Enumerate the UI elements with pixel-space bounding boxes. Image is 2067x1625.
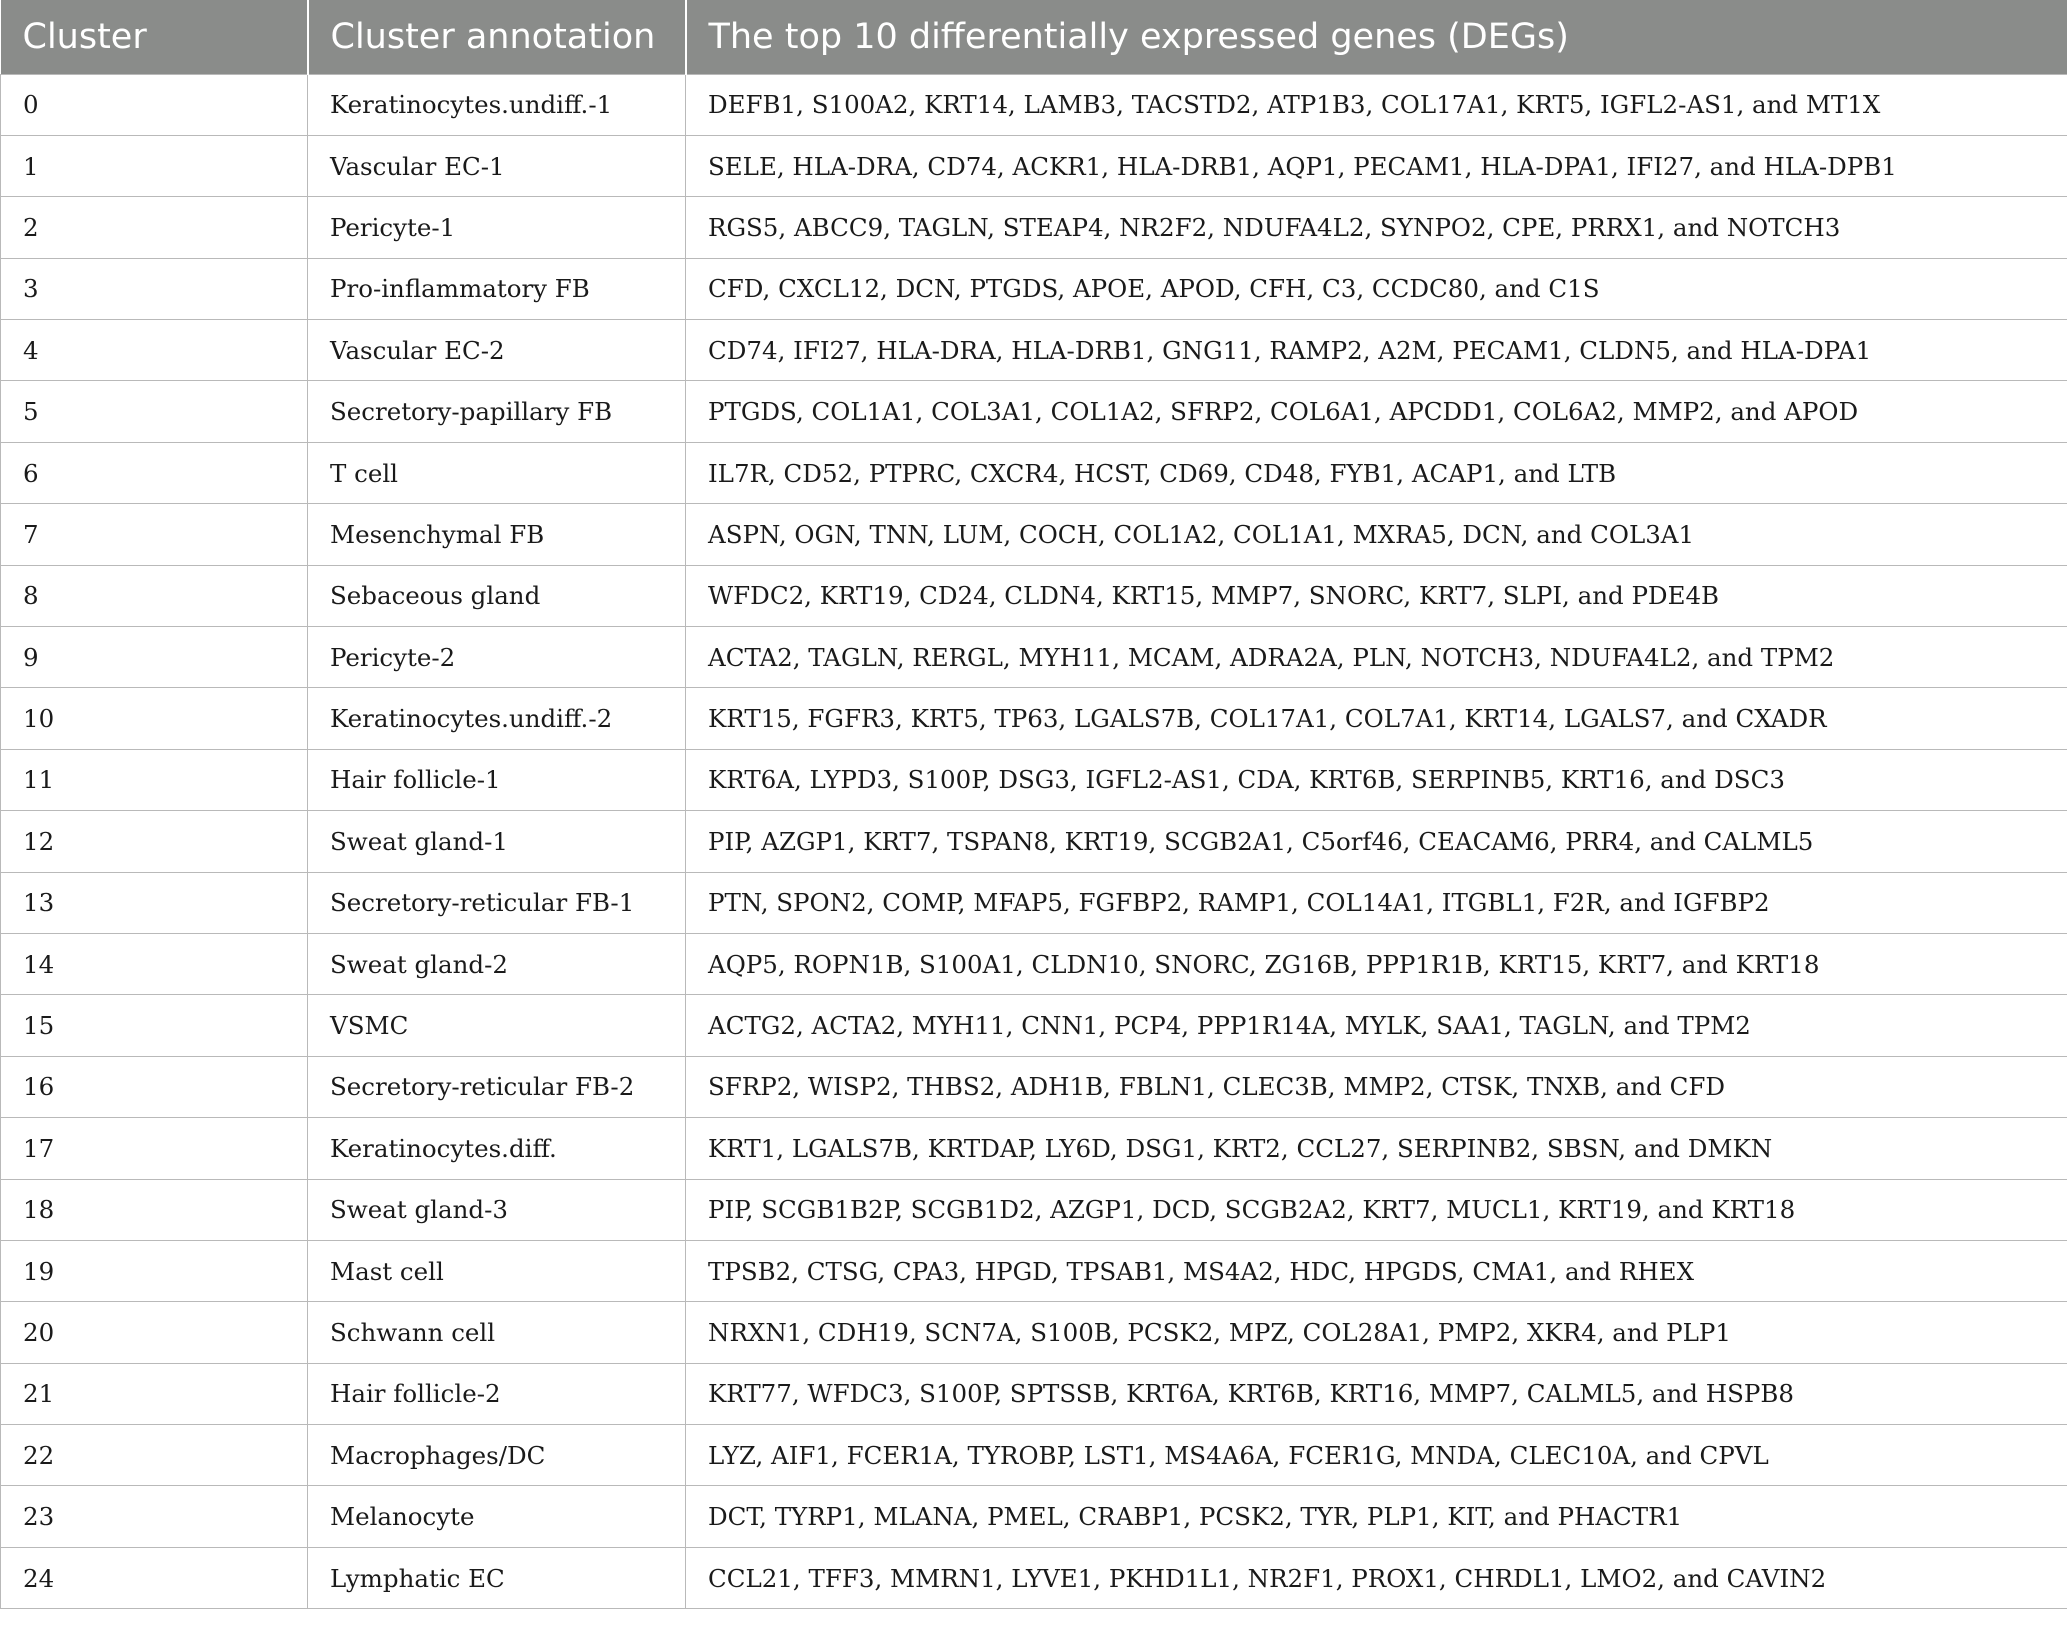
table-row (1, 1547, 2067, 1608)
header-cluster-annotation: Cluster annotation (308, 0, 686, 74)
table-row (1, 1486, 2067, 1547)
cell-annotation: Sweat gland-2 (308, 933, 686, 994)
cell-cluster: 5 (1, 381, 308, 442)
cell-annotation: Macrophages/DC (308, 1425, 686, 1486)
cell-genes: DCT, TYRP1, MLANA, PMEL, CRABP1, PCSK2, TYR, PLP1, KIT, and PHACTR1 (686, 1486, 2067, 1547)
cell-annotation: Keratinocytes.diff. (308, 1118, 686, 1179)
cell-cluster: 23 (1, 1486, 308, 1547)
cell-cluster: 20 (1, 1302, 308, 1363)
table-row (1, 381, 2067, 442)
cell-cluster: 15 (1, 995, 308, 1056)
cell-cluster: 8 (1, 565, 308, 626)
cell-cluster: 4 (1, 320, 308, 381)
table-row (1, 565, 2067, 626)
cell-cluster: 24 (1, 1547, 308, 1608)
table-row (1, 688, 2067, 749)
cell-genes: PTGDS, COL1A1, COL3A1, COL1A2, SFRP2, COL6A1, APCDD1, COL6A2, MMP2, and APOD (686, 381, 2067, 442)
cell-cluster: 10 (1, 688, 308, 749)
header-cluster: Cluster (1, 0, 308, 74)
cell-genes: ACTG2, ACTA2, MYH11, CNN1, PCP4, PPP1R14A, MYLK, SAA1, TAGLN, and TPM2 (686, 995, 2067, 1056)
table-row (1, 1302, 2067, 1363)
cell-annotation: Sebaceous gland (308, 565, 686, 626)
cell-genes: AQP5, ROPN1B, S100A1, CLDN10, SNORC, ZG16B, PPP1R1B, KRT15, KRT7, and KRT18 (686, 933, 2067, 994)
table-row (1, 504, 2067, 565)
cell-genes: KRT15, FGFR3, KRT5, TP63, LGALS7B, COL17A1, COL7A1, KRT14, LGALS7, and CXADR (686, 688, 2067, 749)
cell-genes: DEFB1, S100A2, KRT14, LAMB3, TACSTD2, ATP1B3, COL17A1, KRT5, IGFL2-AS1, and MT1X (686, 74, 2067, 135)
cell-cluster: 0 (1, 74, 308, 135)
cell-annotation: Pericyte-1 (308, 197, 686, 258)
table-body (1, 74, 2067, 1609)
cell-genes: CD74, IFI27, HLA-DRA, HLA-DRB1, GNG11, RAMP2, A2M, PECAM1, CLDN5, and HLA-DPA1 (686, 320, 2067, 381)
cell-genes: KRT77, WFDC3, S100P, SPTSSB, KRT6A, KRT6B, KRT16, MMP7, CALML5, and HSPB8 (686, 1363, 2067, 1424)
table-row (1, 1118, 2067, 1179)
table-header (1, 0, 2067, 74)
table-row (1, 74, 2067, 135)
table-row (1, 749, 2067, 810)
cell-cluster: 14 (1, 933, 308, 994)
table-row (1, 627, 2067, 688)
cell-annotation: Secretory-reticular FB-1 (308, 872, 686, 933)
cell-annotation: Mesenchymal FB (308, 504, 686, 565)
cell-cluster: 18 (1, 1179, 308, 1240)
cell-cluster: 13 (1, 872, 308, 933)
cell-cluster: 7 (1, 504, 308, 565)
table-row (1, 135, 2067, 196)
table-row (1, 995, 2067, 1056)
cell-genes: LYZ, AIF1, FCER1A, TYROBP, LST1, MS4A6A, FCER1G, MNDA, CLEC10A, and CPVL (686, 1425, 2067, 1486)
cell-cluster: 11 (1, 749, 308, 810)
table-row (1, 442, 2067, 503)
table-row (1, 1240, 2067, 1301)
header-top-degs: The top 10 differentially expressed genes (DEGs) (686, 0, 2067, 74)
cell-annotation: Keratinocytes.undiff.-1 (308, 74, 686, 135)
cell-annotation: Lymphatic EC (308, 1547, 686, 1608)
cell-annotation: Mast cell (308, 1240, 686, 1301)
cell-genes: PIP, SCGB1B2P, SCGB1D2, AZGP1, DCD, SCGB2A2, KRT7, MUCL1, KRT19, and KRT18 (686, 1179, 2067, 1240)
cell-annotation: Hair follicle-2 (308, 1363, 686, 1424)
cell-annotation: Melanocyte (308, 1486, 686, 1547)
cell-annotation: Vascular EC-2 (308, 320, 686, 381)
cell-genes: CFD, CXCL12, DCN, PTGDS, APOE, APOD, CFH, C3, CCDC80, and C1S (686, 258, 2067, 319)
cell-annotation: T cell (308, 442, 686, 503)
cell-cluster: 16 (1, 1056, 308, 1117)
cell-cluster: 1 (1, 135, 308, 196)
cell-annotation: Sweat gland-1 (308, 811, 686, 872)
table-row (1, 933, 2067, 994)
cell-annotation: Pericyte-2 (308, 627, 686, 688)
cell-genes: RGS5, ABCC9, TAGLN, STEAP4, NR2F2, NDUFA4L2, SYNPO2, CPE, PRRX1, and NOTCH3 (686, 197, 2067, 258)
table-row (1, 811, 2067, 872)
cell-genes: WFDC2, KRT19, CD24, CLDN4, KRT15, MMP7, SNORC, KRT7, SLPI, and PDE4B (686, 565, 2067, 626)
cell-cluster: 6 (1, 442, 308, 503)
cell-genes: SELE, HLA-DRA, CD74, ACKR1, HLA-DRB1, AQP1, PECAM1, HLA-DPA1, IFI27, and HLA-DPB1 (686, 135, 2067, 196)
cell-genes: KRT6A, LYPD3, S100P, DSG3, IGFL2-AS1, CDA, KRT6B, SERPINB5, KRT16, and DSC3 (686, 749, 2067, 810)
cell-genes: PIP, AZGP1, KRT7, TSPAN8, KRT19, SCGB2A1, C5orf46, CEACAM6, PRR4, and CALML5 (686, 811, 2067, 872)
cell-annotation: Pro-inflammatory FB (308, 258, 686, 319)
cell-annotation: Schwann cell (308, 1302, 686, 1363)
cell-annotation: VSMC (308, 995, 686, 1056)
table-row (1, 1056, 2067, 1117)
cell-genes: ACTA2, TAGLN, RERGL, MYH11, MCAM, ADRA2A, PLN, NOTCH3, NDUFA4L2, and TPM2 (686, 627, 2067, 688)
cell-genes: IL7R, CD52, PTPRC, CXCR4, HCST, CD69, CD48, FYB1, ACAP1, and LTB (686, 442, 2067, 503)
cell-genes: ASPN, OGN, TNN, LUM, COCH, COL1A2, COL1A1, MXRA5, DCN, and COL3A1 (686, 504, 2067, 565)
table-row (1, 872, 2067, 933)
cell-cluster: 3 (1, 258, 308, 319)
cell-annotation: Secretory-reticular FB-2 (308, 1056, 686, 1117)
cell-cluster: 2 (1, 197, 308, 258)
header-row (1, 0, 2067, 74)
table-row (1, 258, 2067, 319)
cell-cluster: 12 (1, 811, 308, 872)
cell-annotation: Vascular EC-1 (308, 135, 686, 196)
table-row (1, 197, 2067, 258)
cell-annotation: Sweat gland-3 (308, 1179, 686, 1240)
cell-annotation: Keratinocytes.undiff.-2 (308, 688, 686, 749)
table-row (1, 320, 2067, 381)
cell-genes: TPSB2, CTSG, CPA3, HPGD, TPSAB1, MS4A2, HDC, HPGDS, CMA1, and RHEX (686, 1240, 2067, 1301)
table-row (1, 1179, 2067, 1240)
cell-annotation: Secretory-papillary FB (308, 381, 686, 442)
table-row (1, 1425, 2067, 1486)
cell-genes: NRXN1, CDH19, SCN7A, S100B, PCSK2, MPZ, COL28A1, PMP2, XKR4, and PLP1 (686, 1302, 2067, 1363)
cell-cluster: 19 (1, 1240, 308, 1301)
cell-annotation: Hair follicle-1 (308, 749, 686, 810)
cell-cluster: 9 (1, 627, 308, 688)
cell-cluster: 21 (1, 1363, 308, 1424)
cell-genes: KRT1, LGALS7B, KRTDAP, LY6D, DSG1, KRT2, CCL27, SERPINB2, SBSN, and DMKN (686, 1118, 2067, 1179)
cell-genes: SFRP2, WISP2, THBS2, ADH1B, FBLN1, CLEC3B, MMP2, CTSK, TNXB, and CFD (686, 1056, 2067, 1117)
table-row (1, 1363, 2067, 1424)
cell-genes: PTN, SPON2, COMP, MFAP5, FGFBP2, RAMP1, COL14A1, ITGBL1, F2R, and IGFBP2 (686, 872, 2067, 933)
cell-cluster: 17 (1, 1118, 308, 1179)
cell-cluster: 22 (1, 1425, 308, 1486)
cell-genes: CCL21, TFF3, MMRN1, LYVE1, PKHD1L1, NR2F1, PROX1, CHRDL1, LMO2, and CAVIN2 (686, 1547, 2067, 1608)
